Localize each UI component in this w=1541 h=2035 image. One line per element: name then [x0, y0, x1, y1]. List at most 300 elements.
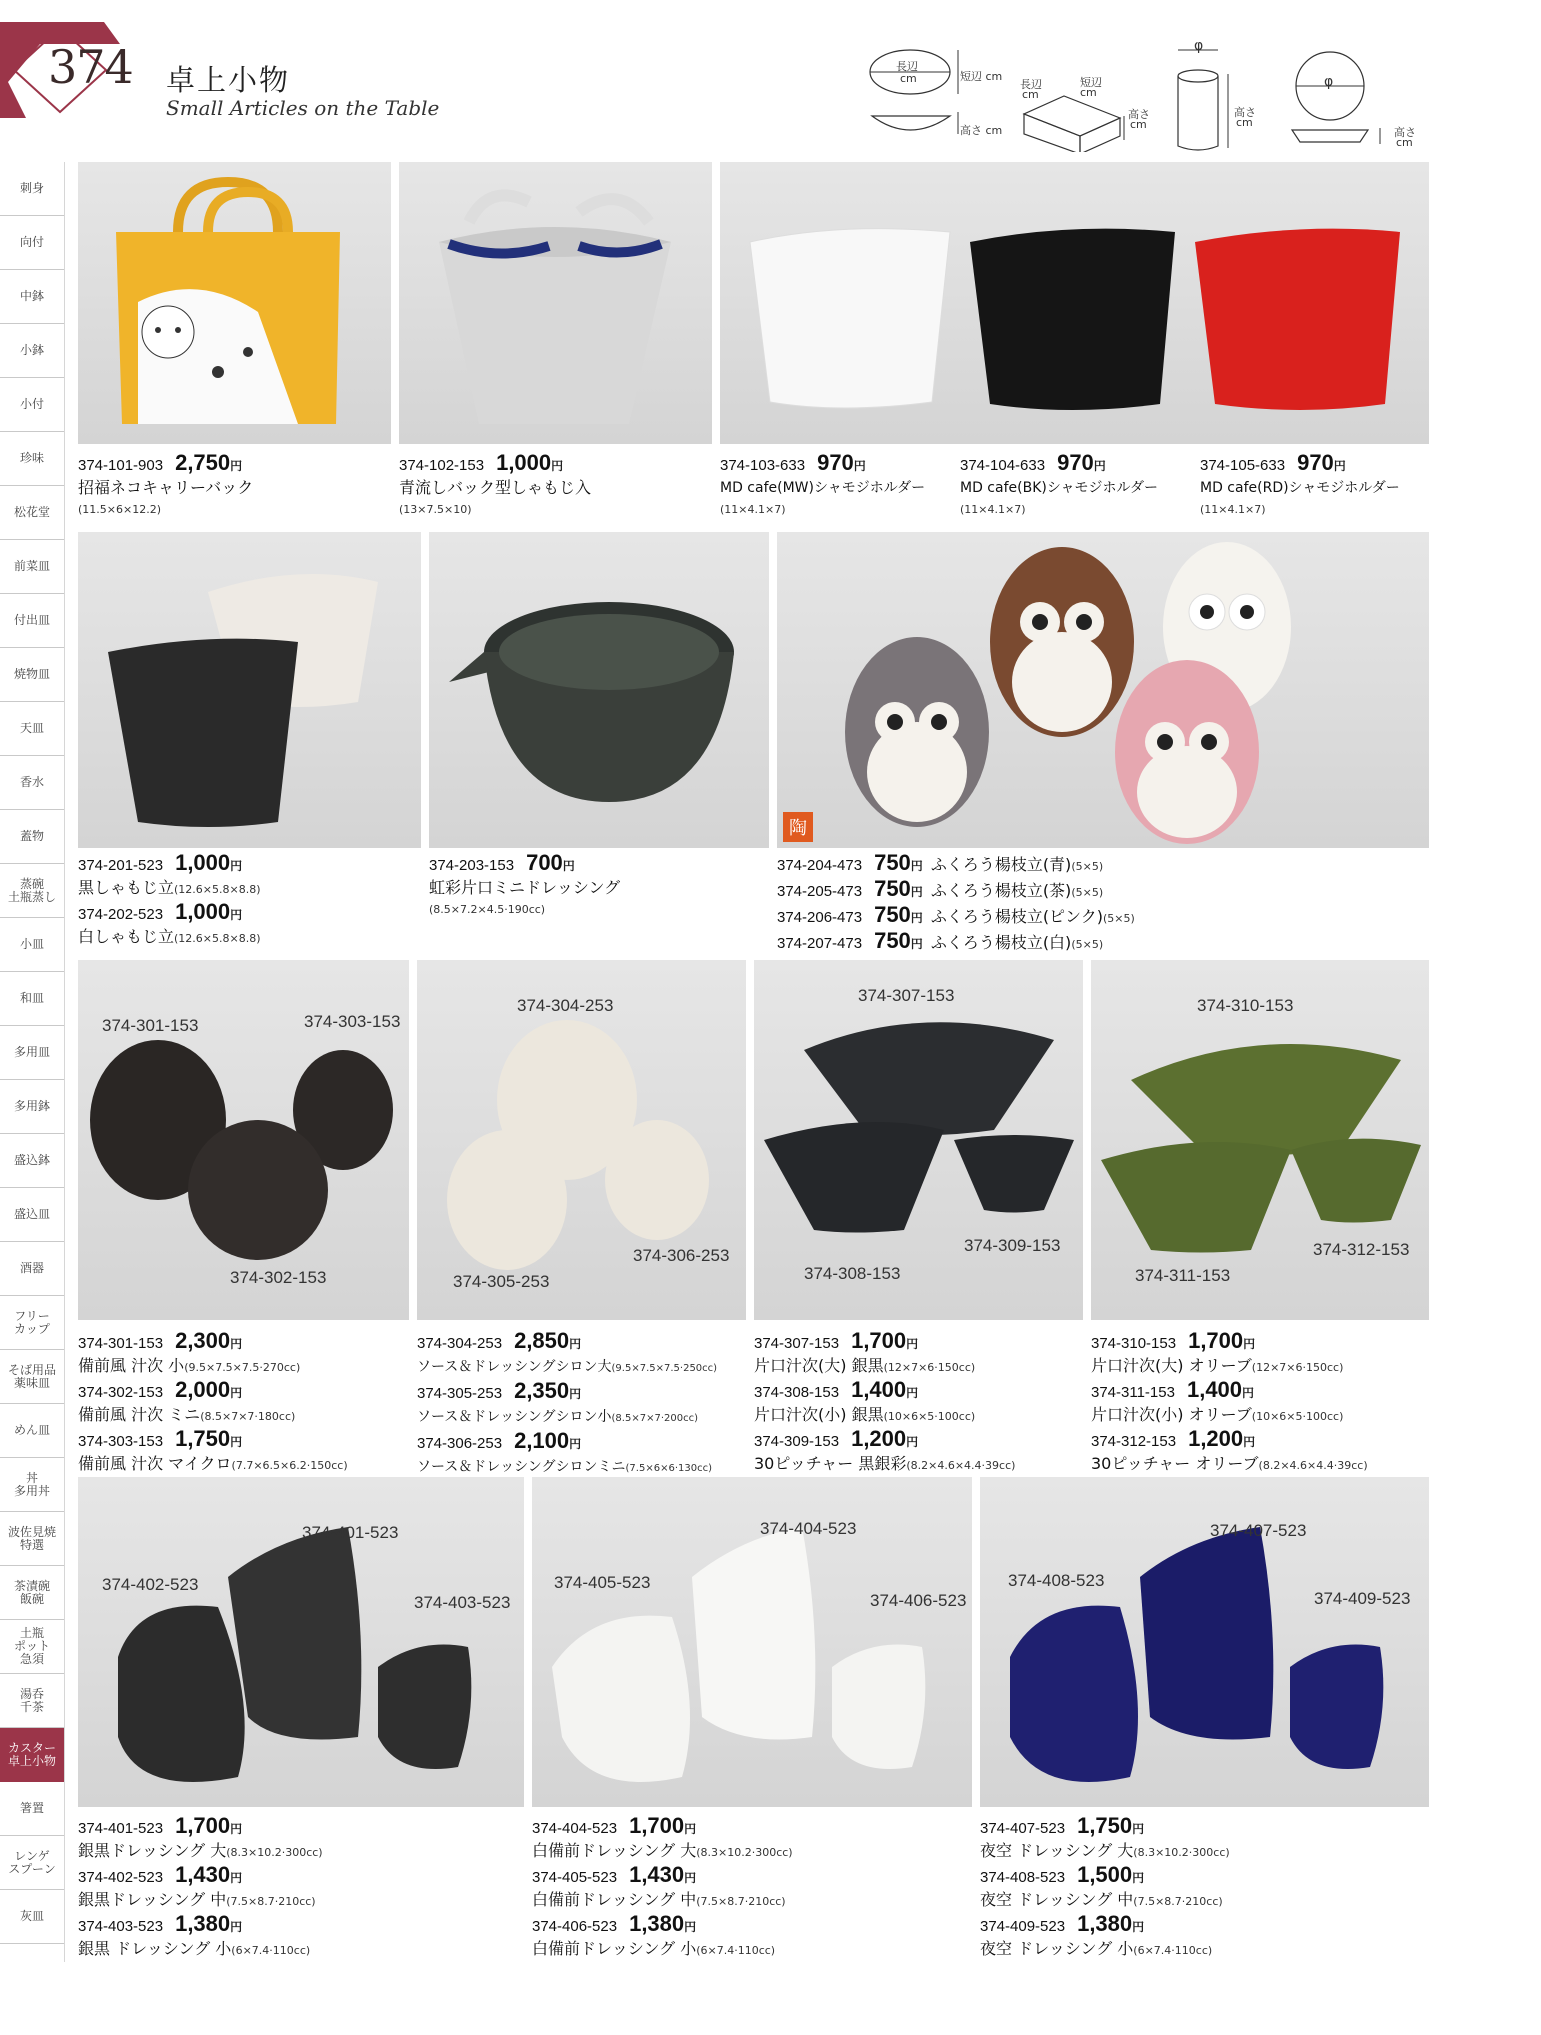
product-price: 1,380: [629, 1911, 685, 1936]
product-code: 374-201-523: [78, 857, 164, 874]
sidebar-item-label: そば用品 薬味皿: [7, 1362, 56, 1390]
product-code: 374-308-153: [754, 1384, 840, 1401]
page-number: 374: [48, 40, 133, 94]
product-spec: (8.2×4.6×4.4·39cc): [906, 1459, 1016, 1472]
sidebar-item-27[interactable]: [0, 1620, 64, 1674]
legend-box: [1020, 44, 1150, 152]
sidebar-item-label: 和皿: [19, 991, 44, 1005]
product-name: 30ピッチャー 黒銀彩: [754, 1454, 907, 1473]
product-name: 片口汁次(大) オリーブ: [1091, 1356, 1252, 1375]
sidebar-item-label: 小鉢: [19, 343, 44, 357]
yen-mark: 円: [569, 1437, 582, 1451]
photo-label: 374-307-153: [858, 986, 955, 1005]
product-code: 374-310-153: [1091, 1335, 1177, 1352]
product-374-103-633: [720, 452, 925, 521]
photo-label: 374-401-523: [302, 1523, 399, 1542]
product-price: 700: [526, 850, 563, 875]
sidebar-item-20[interactable]: [0, 1242, 64, 1296]
sidebar-item-label: 丼 多用丼: [13, 1470, 50, 1498]
product-code: 374-305-253: [417, 1385, 503, 1402]
product-spec: (12×7×6·150cc): [1251, 1361, 1344, 1374]
product-code: 374-101-903: [78, 457, 164, 474]
photo-ginkuro-dressing: [78, 1477, 524, 1807]
product-spec: (8.2×4.6×4.4·39cc): [1258, 1459, 1368, 1472]
photo-label: 374-309-153: [964, 1236, 1061, 1255]
product-spec: (9.5×7.5×7.5·270cc): [184, 1361, 301, 1374]
yen-mark: 円: [684, 1871, 697, 1885]
legend-box-cm2-label: cm: [1080, 86, 1097, 99]
photo-label: 374-308-153: [804, 1264, 901, 1283]
photo-label: 374-304-253: [517, 996, 614, 1015]
product-price: 750: [874, 928, 911, 953]
page-title-en: Small Articles on the Table: [166, 96, 440, 120]
product-spec: (12.6×5.8×8.8): [174, 932, 261, 945]
product-shiron-list: [417, 1330, 717, 1480]
legend-box-height-label: 高さ: [1128, 108, 1150, 121]
sidebar-item-22[interactable]: [0, 1350, 64, 1404]
product-price: 2,850: [514, 1328, 570, 1353]
yen-mark: 円: [230, 908, 243, 922]
product-spec: (12×7×6·150cc): [883, 1361, 976, 1374]
sidebar-item-label: 珍味: [19, 451, 44, 465]
sidebar-item-label: 松花堂: [13, 505, 50, 519]
yen-mark: 円: [906, 1386, 919, 1400]
product-price: 1,380: [175, 1911, 231, 1936]
sidebar-item-label: 蒸碗 土瓶蒸し: [7, 876, 56, 904]
legend-cylinder: [1172, 38, 1272, 152]
sidebar-divider: [64, 162, 65, 1962]
product-yozora-dressing-list: [980, 1815, 1230, 1962]
sidebar-item-14[interactable]: [0, 918, 64, 972]
sidebar-item-29[interactable]: [0, 1728, 64, 1782]
product-name: ソース＆ドレッシングシロン大: [417, 1359, 612, 1375]
sidebar-item-23[interactable]: [0, 1404, 64, 1458]
sidebar-item-31[interactable]: [0, 1836, 64, 1890]
sidebar-item-label: 盛込皿: [13, 1207, 50, 1221]
product-spec: (7.5×8.7·210cc): [1133, 1895, 1223, 1908]
product-code: 374-405-523: [532, 1869, 618, 1886]
sidebar-item-1[interactable]: [0, 216, 64, 270]
product-bizen-list: [78, 1330, 348, 1477]
product-name: 備前風 汁次 ミニ: [78, 1405, 201, 1424]
product-spec: (8.3×10.2·300cc): [226, 1846, 323, 1859]
sidebar-item-label: 茶漬碗 飯碗: [13, 1578, 50, 1606]
legend-box-cm-label: cm: [1022, 88, 1039, 101]
sidebar-item-label: フリー カップ: [14, 1308, 50, 1336]
sidebar-item-label: 中鉢: [19, 289, 44, 303]
yen-mark: 円: [551, 459, 564, 473]
sidebar-item-21[interactable]: [0, 1296, 64, 1350]
sidebar-item-label: 刺身: [19, 181, 44, 195]
photo-label: 374-403-523: [414, 1593, 511, 1612]
sidebar-item-label: 天皿: [19, 721, 44, 735]
product-price: 2,100: [514, 1428, 570, 1453]
product-price: 1,700: [175, 1813, 231, 1838]
yen-mark: 円: [230, 1822, 243, 1836]
product-code: 374-205-473: [777, 883, 863, 900]
product-name: 備前風 汁次 小: [78, 1356, 185, 1375]
sidebar-item-26[interactable]: [0, 1566, 64, 1620]
yen-mark: 円: [910, 859, 923, 873]
sidebar-item-label: 焼物皿: [13, 667, 50, 681]
product-code: 374-104-633: [960, 457, 1046, 474]
product-code: 374-105-633: [1200, 457, 1286, 474]
legend-plate-phi: φ: [1324, 74, 1334, 90]
product-olive-list: [1091, 1330, 1368, 1477]
legend-cylinder-height: 高さ: [1234, 106, 1256, 119]
product-374-102-153: [399, 452, 591, 521]
product-name: ふくろう楊枝立(青): [930, 855, 1072, 874]
yen-mark: 円: [569, 1337, 582, 1351]
photo-label: 374-408-523: [1008, 1571, 1105, 1590]
sidebar-item-label: 盛込鉢: [13, 1153, 50, 1167]
product-spec: (5×5): [1102, 912, 1135, 925]
product-name: MD cafe(BK)シャモジホルダー: [960, 480, 1158, 496]
sidebar-item-11[interactable]: [0, 756, 64, 810]
legend-short-label: 短辺 cm: [960, 70, 1003, 83]
sidebar-item-2[interactable]: [0, 270, 64, 324]
legend-oval-bowl: [860, 44, 1010, 152]
product-name: MD cafe(RD)シャモジホルダー: [1200, 480, 1400, 496]
product-price: 970: [1297, 450, 1334, 475]
product-price: 1,750: [175, 1426, 231, 1451]
photo-bizen-pitchers: [78, 960, 409, 1320]
yen-mark: 円: [1132, 1822, 1145, 1836]
product-name: ソース＆ドレッシングシロンミニ: [417, 1459, 626, 1475]
product-code: 374-406-523: [532, 1918, 618, 1935]
yen-mark: 円: [1243, 1337, 1256, 1351]
product-price: 1,500: [1077, 1862, 1133, 1887]
product-code: 374-402-523: [78, 1869, 164, 1886]
product-name: 片口汁次(小) オリーブ: [1091, 1405, 1252, 1424]
product-name: 夜空 ドレッシング 小: [980, 1939, 1134, 1958]
yen-mark: 円: [562, 859, 575, 873]
cylinder-diagram-icon: [1172, 44, 1272, 152]
sidebar-item-label: 前菜皿: [13, 559, 50, 573]
photo-label: 374-406-523: [870, 1591, 967, 1610]
product-price: 1,700: [851, 1328, 907, 1353]
sidebar-item-24[interactable]: [0, 1458, 64, 1512]
sidebar-item-0[interactable]: [0, 162, 64, 216]
product-price: 1,400: [1186, 1377, 1243, 1402]
product-spec: (12.6×5.8×8.8): [174, 883, 261, 896]
photo-label: 374-409-523: [1314, 1589, 1411, 1608]
product-374-201-202: [78, 852, 261, 950]
legend-height-label: 高さ cm: [960, 124, 1003, 137]
product-spec: (8.5×7×7·180cc): [200, 1410, 296, 1423]
photo-label: 374-306-253: [633, 1246, 730, 1265]
product-price: 1,430: [629, 1862, 685, 1887]
product-code: 374-403-523: [78, 1918, 164, 1935]
product-name: 片口汁次(大) 銀黒: [754, 1356, 884, 1375]
yen-mark: 円: [906, 1337, 919, 1351]
legend-plate-cm: cm: [1396, 136, 1413, 149]
product-code: 374-204-473: [777, 857, 863, 874]
photo-label: 374-302-153: [230, 1268, 327, 1287]
sidebar-item-3[interactable]: [0, 324, 64, 378]
photo-label: 374-301-153: [102, 1016, 199, 1035]
product-code: 374-404-523: [532, 1820, 618, 1837]
product-price: 2,750: [175, 450, 231, 475]
yen-mark: 円: [1132, 1920, 1145, 1934]
product-name: 夜空 ドレッシング 大: [980, 1841, 1134, 1860]
product-code: 374-311-153: [1091, 1384, 1175, 1401]
product-spec: (13×7.5×10): [399, 503, 472, 516]
product-name: 銀黒 ドレッシング 小: [78, 1939, 232, 1958]
photo-label: 374-311-153: [1135, 1266, 1231, 1285]
sidebar-item-9[interactable]: [0, 648, 64, 702]
product-code: 374-202-523: [78, 906, 164, 923]
product-name: 虹彩片口ミニドレッシング: [429, 878, 621, 897]
sidebar-item-7[interactable]: [0, 540, 64, 594]
sidebar-item-17[interactable]: [0, 1080, 64, 1134]
product-name: 片口汁次(小) 銀黒: [754, 1405, 884, 1424]
sidebar-item-label: 多用鉢: [13, 1099, 50, 1113]
sidebar-item-label: 向付: [19, 235, 44, 249]
product-spec: (11×4.1×7): [960, 503, 1026, 516]
legend-box-long-label: 長辺: [1020, 78, 1042, 91]
product-code: 374-103-633: [720, 457, 806, 474]
legend-box-cm3-label: cm: [1130, 118, 1147, 131]
product-spec: (8.5×7×7·200cc): [611, 1413, 698, 1424]
product-code: 374-303-153: [78, 1433, 164, 1450]
photo-label: 374-404-523: [760, 1519, 857, 1538]
ceramic-badge: 陶: [783, 812, 813, 842]
photo-label: 374-312-153: [1313, 1240, 1410, 1259]
yen-mark: 円: [230, 459, 243, 473]
legend-cm-label: cm: [900, 72, 917, 85]
photo-shiron-pitchers: [417, 960, 746, 1320]
legend-cylinder-phi: φ: [1194, 38, 1204, 54]
yen-mark: 円: [853, 459, 866, 473]
yen-mark: 円: [684, 1822, 697, 1836]
photo-yozora-dressing: [980, 1477, 1429, 1807]
yen-mark: 円: [684, 1920, 697, 1934]
product-name: ソース＆ドレッシングシロン小: [417, 1409, 612, 1425]
product-spec: (8.3×10.2·300cc): [696, 1846, 793, 1859]
product-spec: (7.5×8.7·210cc): [226, 1895, 316, 1908]
sidebar-item-15[interactable]: [0, 972, 64, 1026]
product-code: 374-401-523: [78, 1820, 164, 1837]
legend-cylinder-cm: cm: [1236, 116, 1253, 129]
product-code: 374-302-153: [78, 1384, 164, 1401]
product-code: 374-409-523: [980, 1918, 1066, 1935]
product-spec: (5×5): [1071, 886, 1104, 899]
product-spec: (6×7.4·110cc): [696, 1944, 776, 1957]
product-price: 1,000: [175, 899, 231, 924]
sidebar-item-label: 小付: [19, 397, 44, 411]
photo-ginkuro-katakuchi: [754, 960, 1083, 1320]
sidebar-item-label: 多用皿: [13, 1045, 50, 1059]
product-price: 1,750: [1077, 1813, 1133, 1838]
product-code: 374-407-523: [980, 1820, 1066, 1837]
sidebar-item-label: 湯呑 千茶: [19, 1686, 44, 1714]
sidebar-item-12[interactable]: [0, 810, 64, 864]
product-name: 白備前ドレッシング 大: [532, 1841, 697, 1860]
product-spec: (6×7.4·110cc): [231, 1944, 311, 1957]
product-spec: (8.3×10.2·300cc): [1133, 1846, 1230, 1859]
photo-olive-katakuchi: [1091, 960, 1429, 1320]
product-code: 374-304-253: [417, 1335, 503, 1352]
sidebar-item-label: カスター 卓上小物: [7, 1740, 56, 1768]
sidebar-item-label: 土瓶 ポット 急須: [13, 1626, 50, 1666]
product-name: 銀黒ドレッシング 中: [78, 1890, 227, 1909]
product-name: 黒しゃもじ立: [78, 878, 175, 897]
product-spec: (7.5×6×6·130cc): [625, 1463, 712, 1474]
product-price: 750: [874, 902, 911, 927]
product-spec: (5×5): [1071, 860, 1104, 873]
legend-plate-height: 高さ: [1394, 126, 1416, 139]
product-code: 374-306-253: [417, 1435, 503, 1452]
product-price: 1,200: [851, 1426, 907, 1451]
product-name: 白備前ドレッシング 中: [532, 1890, 697, 1909]
sidebar-item-label: レンゲ スプーン: [8, 1848, 56, 1876]
sidebar-item-label: 付出皿: [13, 613, 50, 627]
page-title-jp: 卓上小物: [166, 63, 291, 97]
sidebar-item-13[interactable]: [0, 864, 64, 918]
product-spec: (8.5×7.2×4.5·190cc): [429, 903, 546, 916]
sidebar-item-8[interactable]: [0, 594, 64, 648]
yen-mark: 円: [230, 1920, 243, 1934]
product-name: 30ピッチャー オリーブ: [1091, 1454, 1259, 1473]
product-spec: (7.5×8.7·210cc): [696, 1895, 786, 1908]
sidebar-item-6[interactable]: [0, 486, 64, 540]
sidebar-item-10[interactable]: [0, 702, 64, 756]
product-ginkuro-list: [754, 1330, 1015, 1477]
product-name: 銀黒ドレッシング 大: [78, 1841, 227, 1860]
sidebar-item-16[interactable]: [0, 1026, 64, 1080]
sidebar-item-32[interactable]: [0, 1890, 64, 1944]
sidebar-item-label: 蓋物: [19, 829, 44, 843]
product-price: 1,430: [175, 1862, 231, 1887]
product-code: 374-206-473: [777, 909, 863, 926]
photo-label: 374-402-523: [102, 1575, 199, 1594]
yen-mark: 円: [910, 937, 923, 951]
photo-owl-toothpick-holders: [777, 532, 1429, 848]
product-price: 2,300: [175, 1328, 231, 1353]
product-code: 374-408-523: [980, 1869, 1066, 1886]
product-code: 374-312-153: [1091, 1433, 1177, 1450]
photo-md-cafe-holders: [720, 162, 1429, 444]
product-374-203-153: [429, 852, 620, 921]
yen-mark: 円: [1093, 459, 1106, 473]
product-ginkuro-dressing-list: [78, 1815, 323, 1962]
product-price: 1,700: [629, 1813, 685, 1838]
sidebar-item-label: 小皿: [19, 937, 44, 951]
product-name: MD cafe(MW)シャモジホルダー: [720, 480, 926, 496]
product-price: 970: [1057, 450, 1094, 475]
product-price: 2,000: [175, 1377, 231, 1402]
product-name: 備前風 汁次 マイクロ: [78, 1454, 232, 1473]
product-name: ふくろう楊枝立(ピンク): [930, 907, 1103, 926]
photo-rainbow-katakuchi: [429, 532, 769, 848]
product-spec: (5×5): [1071, 938, 1104, 951]
product-price: 1,700: [1188, 1328, 1244, 1353]
product-374-105-633: [1200, 452, 1400, 521]
product-price: 1,000: [175, 850, 231, 875]
product-price: 1,380: [1077, 1911, 1133, 1936]
yen-mark: 円: [230, 1871, 243, 1885]
product-name: 夜空 ドレッシング 中: [980, 1890, 1134, 1909]
product-spec: (11×4.1×7): [1200, 503, 1266, 516]
yen-mark: 円: [230, 1386, 243, 1400]
product-price: 1,400: [851, 1377, 907, 1402]
product-name: ふくろう楊枝立(白): [930, 933, 1072, 952]
product-price: 1,000: [496, 450, 552, 475]
sidebar-item-18[interactable]: [0, 1134, 64, 1188]
product-374-101-903: [78, 452, 253, 521]
product-code: 374-203-153: [429, 857, 515, 874]
photo-label: 374-405-523: [554, 1573, 651, 1592]
photo-label: 374-303-153: [304, 1012, 401, 1031]
product-shirobizen-dressing-list: [532, 1815, 793, 1962]
product-name: 青流しバック型しゃもじ入: [399, 478, 592, 497]
product-name: 白備前ドレッシング 小: [532, 1939, 697, 1958]
product-code: 374-309-153: [754, 1433, 840, 1450]
yen-mark: 円: [1243, 1435, 1256, 1449]
product-code: 374-102-153: [399, 457, 485, 474]
product-spec: (11×4.1×7): [720, 503, 786, 516]
photo-label: 374-310-153: [1197, 996, 1294, 1015]
product-spec: (7.7×6.5×6.2·150cc): [231, 1459, 348, 1472]
photo-shirobizen-dressing: [532, 1477, 972, 1807]
legend-long-label: 長辺: [896, 60, 918, 73]
product-code: 374-207-473: [777, 935, 863, 952]
photo-blue-bag: [399, 162, 712, 444]
yen-mark: 円: [569, 1387, 582, 1401]
sidebar-item-28[interactable]: [0, 1674, 64, 1728]
sidebar-item-label: 波佐見焼 特選: [7, 1524, 56, 1552]
product-spec: (11.5×6×12.2): [78, 503, 161, 516]
sidebar-item-25[interactable]: [0, 1512, 64, 1566]
photo-label: 374-305-253: [453, 1272, 550, 1291]
sidebar-item-label: めん皿: [13, 1423, 50, 1437]
legend-plate: [1290, 44, 1430, 152]
sidebar-item-5[interactable]: [0, 432, 64, 486]
product-spec: (10×6×5·100cc): [883, 1410, 976, 1423]
product-name: ふくろう楊枝立(茶): [930, 881, 1072, 900]
product-price: 2,350: [514, 1378, 570, 1403]
yen-mark: 円: [230, 1435, 243, 1449]
yen-mark: 円: [906, 1435, 919, 1449]
sidebar-item-30[interactable]: [0, 1782, 64, 1836]
product-price: 1,200: [1188, 1426, 1244, 1451]
product-price: 750: [874, 876, 911, 901]
product-price: 970: [817, 450, 854, 475]
product-code: 374-307-153: [754, 1335, 840, 1352]
sidebar-item-label: 箸置: [19, 1801, 44, 1815]
product-price: 750: [874, 850, 911, 875]
product-name: 白しゃもじ立: [78, 927, 175, 946]
photo-label: 374-407-523: [1210, 1521, 1307, 1540]
yen-mark: 円: [1333, 459, 1346, 473]
sidebar-item-label: 灰皿: [19, 1909, 44, 1923]
product-spec: (6×7.4·110cc): [1133, 1944, 1213, 1957]
yen-mark: 円: [230, 859, 243, 873]
product-code: 374-301-153: [78, 1335, 164, 1352]
yen-mark: 円: [1242, 1386, 1255, 1400]
product-name: 招福ネコキャリーバック: [78, 478, 254, 497]
sidebar-item-label: 酒器: [19, 1261, 44, 1275]
sidebar-item-19[interactable]: [0, 1188, 64, 1242]
yen-mark: 円: [1132, 1871, 1145, 1885]
photo-cat-bag: [78, 162, 391, 444]
legend-box-short-label: 短辺: [1080, 76, 1102, 89]
sidebar-item-4[interactable]: [0, 378, 64, 432]
yen-mark: 円: [230, 1337, 243, 1351]
sidebar-item-label: 香水: [19, 775, 44, 789]
yen-mark: 円: [910, 885, 923, 899]
